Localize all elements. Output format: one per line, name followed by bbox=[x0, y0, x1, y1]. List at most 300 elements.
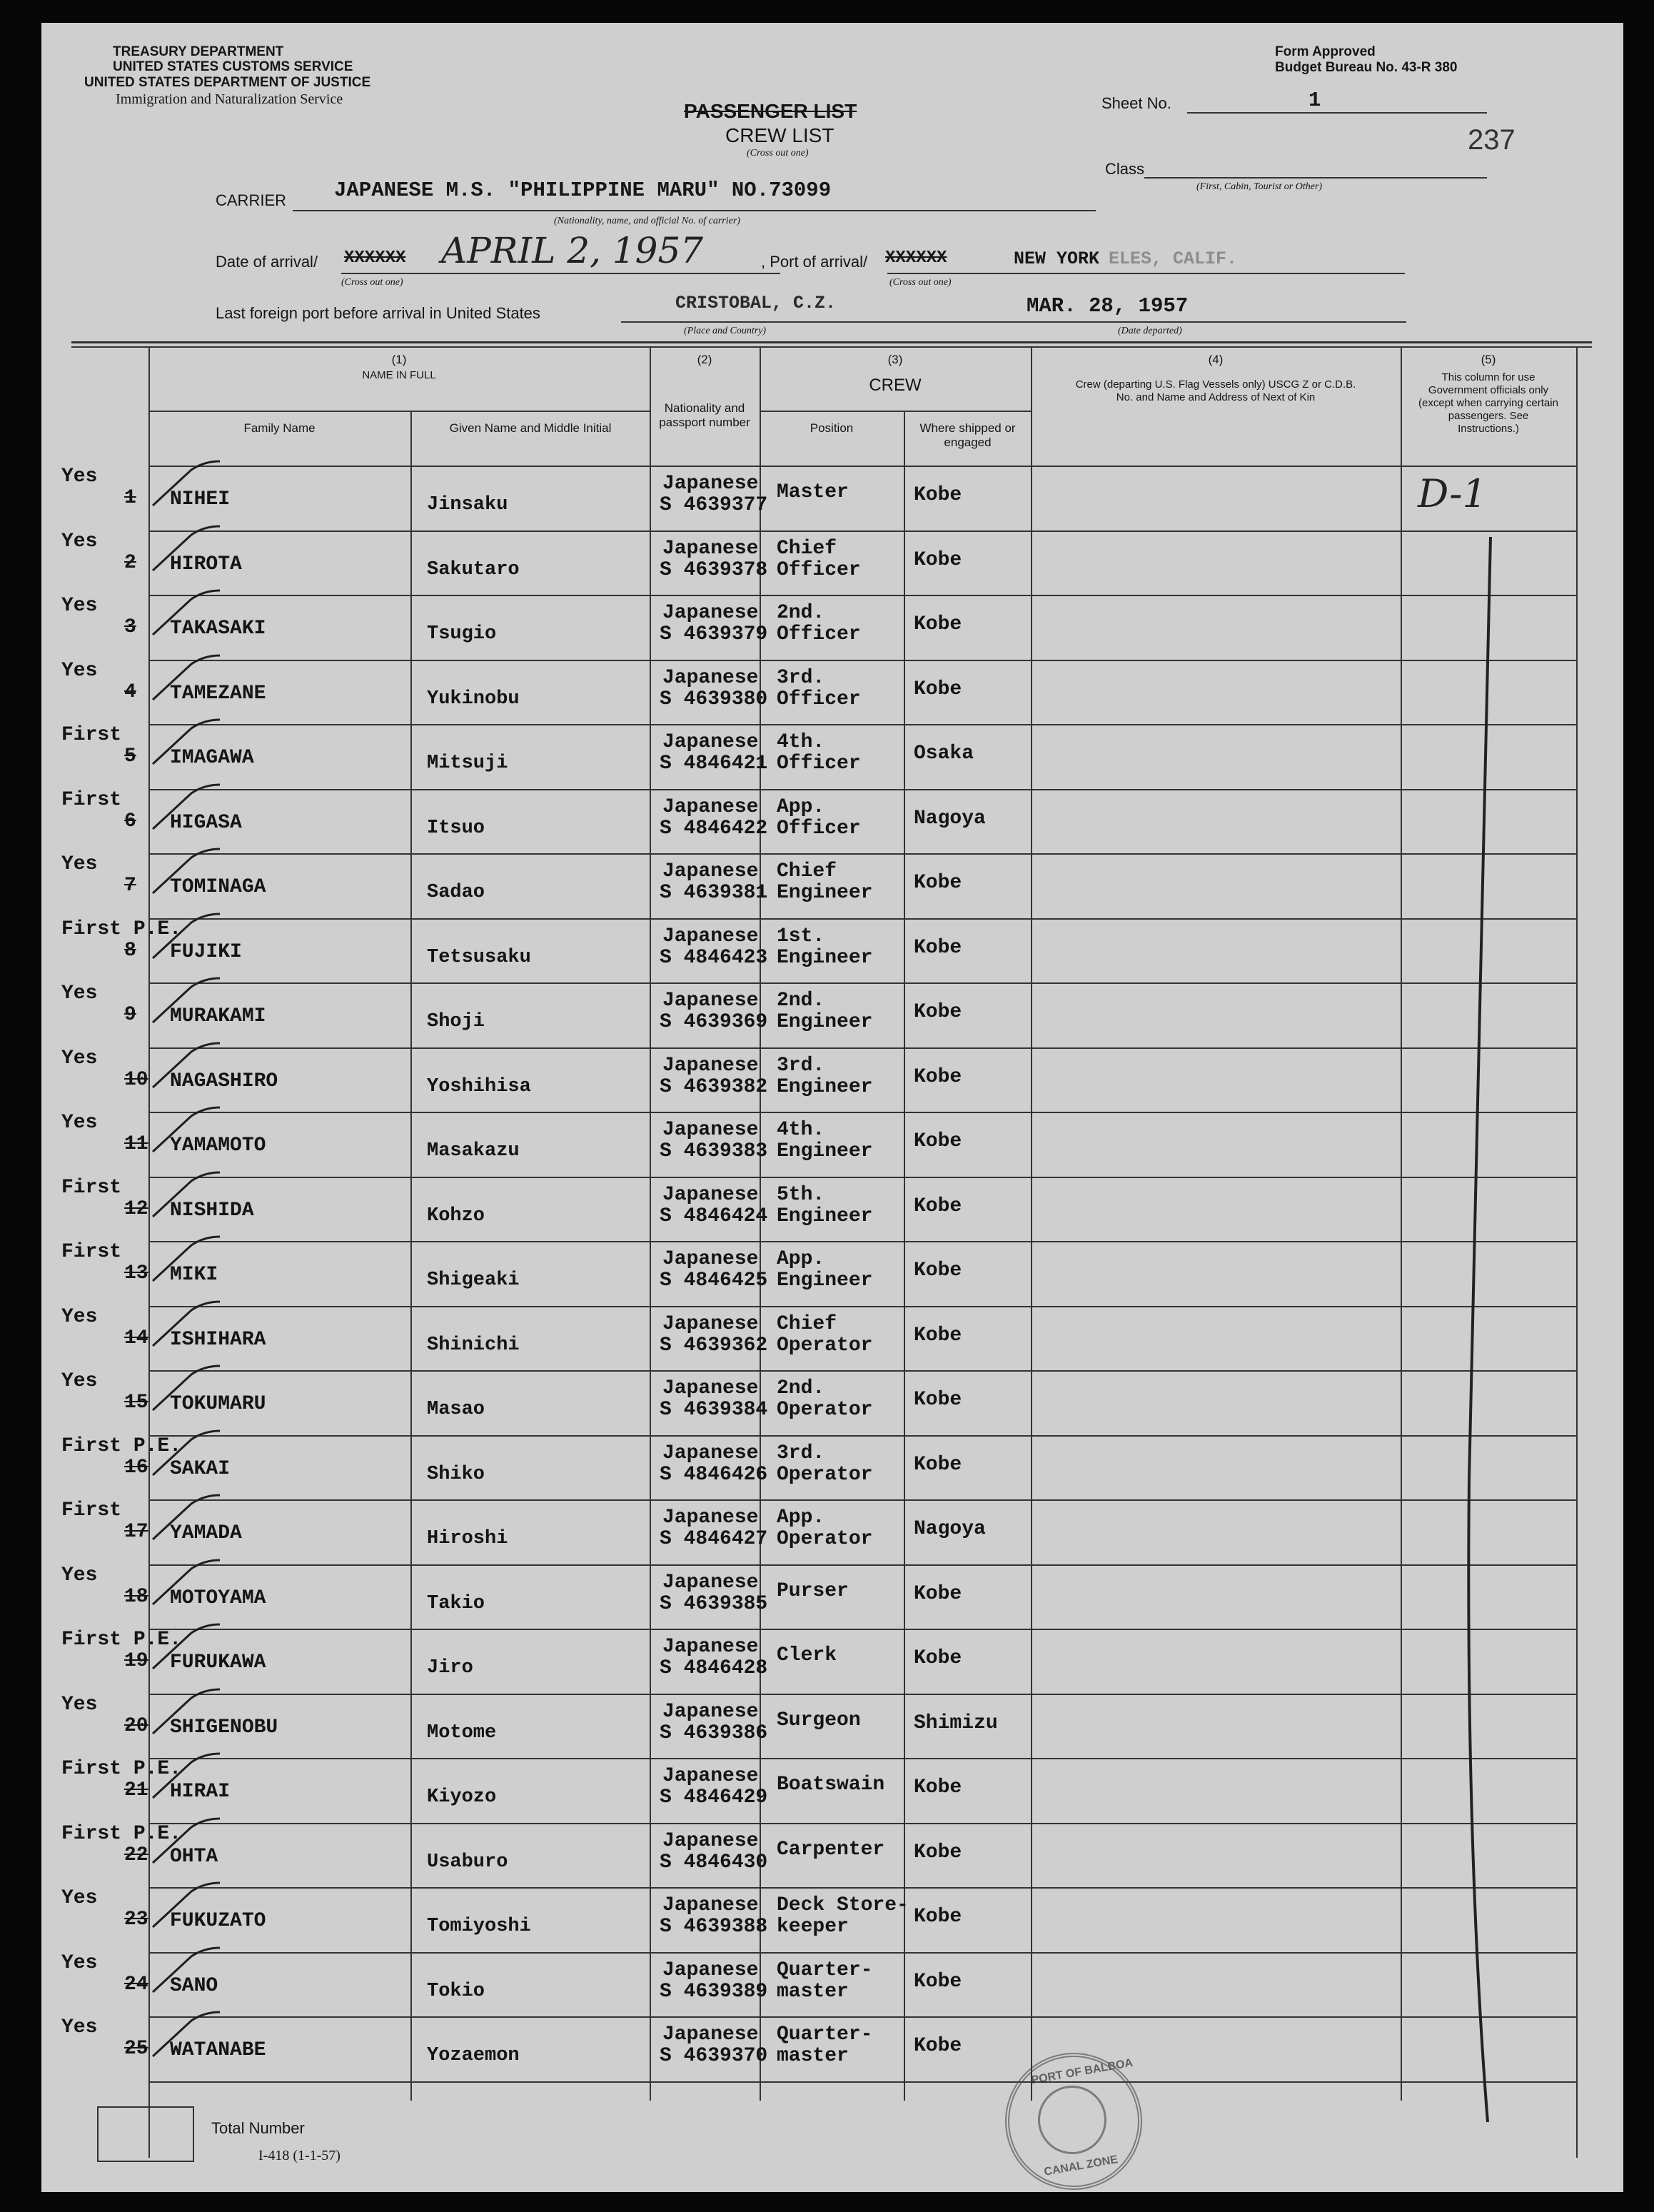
position-line-1: Chief bbox=[777, 1313, 837, 1335]
check-mark-icon bbox=[148, 913, 227, 962]
nationality: Japanese bbox=[662, 1959, 759, 1981]
table-row bbox=[41, 1952, 1623, 2017]
position-line-2: Engineer bbox=[777, 1140, 873, 1162]
crew-status: Yes bbox=[61, 1047, 98, 1070]
departed-value: MAR. 28, 1957 bbox=[1027, 294, 1189, 318]
nationality: Japanese bbox=[662, 860, 759, 883]
row-number: 19 bbox=[124, 1650, 148, 1672]
family-name: IMAGAWA bbox=[170, 747, 254, 769]
given-name: Kiyozo bbox=[427, 1786, 497, 1808]
passport-number: S 4639386 bbox=[660, 1722, 768, 1744]
position-line-1: 2nd. bbox=[777, 990, 825, 1012]
crew-status: Yes bbox=[61, 982, 98, 1005]
family-name: HIGASA bbox=[170, 812, 242, 834]
position: Purser bbox=[777, 1580, 849, 1602]
carrier-label: CARRIER bbox=[216, 191, 287, 209]
passport-number: S 4639362 bbox=[660, 1334, 768, 1357]
passport-number: S 4846425 bbox=[660, 1270, 768, 1292]
position: Boatswain bbox=[777, 1774, 885, 1796]
stamp-bottom-text: CANAL ZONE bbox=[1043, 2153, 1119, 2178]
check-mark-icon bbox=[148, 460, 227, 510]
given-name: Tetsusaku bbox=[427, 947, 531, 968]
position-line-1: 3rd. bbox=[777, 667, 825, 689]
class-hint: (First, Cabin, Tourist or Other) bbox=[1196, 181, 1323, 192]
position-line-2: Operator bbox=[777, 1334, 873, 1357]
nationality: Japanese bbox=[662, 1636, 759, 1658]
row-number: 24 bbox=[124, 1974, 148, 1996]
check-mark-icon bbox=[148, 1817, 227, 1867]
position-line-2: Operator bbox=[777, 1528, 873, 1550]
crew-status: Yes bbox=[61, 660, 98, 682]
nationality: Japanese bbox=[662, 602, 759, 624]
nationality: Japanese bbox=[662, 1248, 759, 1270]
given-name: Kohzo bbox=[427, 1205, 485, 1227]
table-row bbox=[41, 466, 1623, 531]
table-row bbox=[41, 1047, 1623, 1112]
table-row bbox=[41, 1112, 1623, 1177]
stamp-top-text: PORT OF BALBOA bbox=[1030, 2056, 1134, 2087]
table-row bbox=[41, 724, 1623, 789]
col-family-name: Family Name bbox=[243, 421, 316, 435]
check-mark-icon bbox=[148, 525, 227, 575]
row-number: 15 bbox=[124, 1392, 148, 1414]
nationality: Japanese bbox=[662, 1119, 759, 1141]
passport-number: S 4846424 bbox=[660, 1205, 768, 1227]
family-name: HIROTA bbox=[170, 553, 242, 575]
position: Clerk bbox=[777, 1644, 837, 1666]
row-number: 20 bbox=[124, 1715, 148, 1737]
check-mark-icon bbox=[148, 1494, 227, 1544]
where-shipped: Kobe bbox=[914, 937, 962, 959]
given-name: Tsugio bbox=[427, 623, 497, 645]
nationality: Japanese bbox=[662, 1377, 759, 1399]
table-row bbox=[41, 1177, 1623, 1242]
table-row bbox=[41, 531, 1623, 595]
where-shipped: Kobe bbox=[914, 1066, 962, 1088]
row-number: 1 bbox=[124, 487, 136, 509]
given-name: Yukinobu bbox=[427, 688, 520, 710]
crew-status: Yes bbox=[61, 1887, 98, 1909]
nationality: Japanese bbox=[662, 925, 759, 947]
nationality: Japanese bbox=[662, 1184, 759, 1206]
form-approved: Form Approved bbox=[1275, 44, 1376, 59]
crew-status: First P.E. bbox=[61, 1823, 182, 1845]
crew-status: First P.E. bbox=[61, 1629, 182, 1651]
family-name: FUJIKI bbox=[170, 941, 242, 963]
nationality: Japanese bbox=[662, 1894, 759, 1916]
row-number: 8 bbox=[124, 940, 136, 962]
position-line-2: Officer bbox=[777, 559, 861, 581]
nationality: Japanese bbox=[662, 990, 759, 1012]
crew-status: Yes bbox=[61, 466, 98, 488]
position-line-2: Engineer bbox=[777, 1205, 873, 1227]
nationality: Japanese bbox=[662, 1830, 759, 1852]
col1-number: (1) bbox=[391, 353, 407, 366]
given-name: Masakazu bbox=[427, 1140, 520, 1162]
nationality: Japanese bbox=[662, 1055, 759, 1077]
where-shipped: Kobe bbox=[914, 1454, 962, 1476]
family-name: YAMAMOTO bbox=[170, 1135, 266, 1157]
last-port-label: Last foreign port before arrival in United States bbox=[216, 304, 540, 322]
given-name: Sakutaro bbox=[427, 559, 520, 580]
position-line-2: Operator bbox=[777, 1399, 873, 1421]
col4-title: Crew (departing U.S. Flag Vessels only) USCG Z or C.D.B. No. and Name and Address of Next of Kin bbox=[1075, 378, 1356, 403]
sheet-label: Sheet No. bbox=[1101, 94, 1171, 112]
col3-number: (3) bbox=[887, 353, 903, 366]
where-shipped: Kobe bbox=[914, 549, 962, 571]
row-number: 23 bbox=[124, 1909, 148, 1931]
crew-status: First bbox=[61, 1499, 122, 1522]
crew-status: First bbox=[61, 1241, 122, 1263]
crew-status: Yes bbox=[61, 1952, 98, 1974]
col5-title: This column for use Government officials only (except when carrying certain passengers. See Instructions.) bbox=[1418, 371, 1558, 435]
position: Surgeon bbox=[777, 1709, 861, 1731]
passport-number: S 4639378 bbox=[660, 559, 768, 581]
position-line-2: keeper bbox=[777, 1916, 849, 1938]
check-mark-icon bbox=[148, 783, 227, 833]
crew-status: Yes bbox=[61, 1694, 98, 1716]
position-line-1: Deck Store- bbox=[777, 1894, 909, 1916]
passport-number: S 4846422 bbox=[660, 818, 768, 840]
total-number-box bbox=[97, 2106, 194, 2162]
check-mark-icon bbox=[148, 1300, 227, 1350]
family-name: NISHIDA bbox=[170, 1200, 254, 1222]
family-name: SAKAI bbox=[170, 1458, 231, 1480]
position-line-2: master bbox=[777, 1981, 849, 2003]
given-name: Jiro bbox=[427, 1657, 473, 1679]
nationality: Japanese bbox=[662, 1313, 759, 1335]
check-mark-icon bbox=[148, 977, 227, 1027]
nationality: Japanese bbox=[662, 731, 759, 753]
nationality: Japanese bbox=[662, 1572, 759, 1594]
arrival-hint: (Cross out one) bbox=[341, 277, 403, 288]
where-shipped: Kobe bbox=[914, 1906, 962, 1928]
port-faint: ELES, CALIF. bbox=[1109, 248, 1238, 269]
budget-bureau: Budget Bureau No. 43-R 380 bbox=[1275, 60, 1458, 75]
given-name: Itsuo bbox=[427, 818, 485, 839]
crew-status: Yes bbox=[61, 2016, 98, 2038]
position-line-2: Officer bbox=[777, 623, 861, 645]
crew-status: First P.E. bbox=[61, 918, 182, 940]
check-mark-icon bbox=[148, 1042, 227, 1092]
nationality: Japanese bbox=[662, 1442, 759, 1464]
given-name: Motome bbox=[427, 1722, 497, 1744]
position-line-1: 3rd. bbox=[777, 1055, 825, 1077]
position: Master bbox=[777, 481, 849, 503]
departed-hint: (Date departed) bbox=[1118, 326, 1182, 336]
check-mark-icon bbox=[148, 1688, 227, 1738]
passport-number: S 4639388 bbox=[660, 1916, 768, 1938]
check-mark-icon bbox=[148, 2011, 227, 2061]
dept-line-3: UNITED STATES DEPARTMENT OF JUSTICE bbox=[84, 75, 371, 90]
page-number: 237 bbox=[1468, 124, 1516, 156]
given-name: Shinichi bbox=[427, 1334, 520, 1356]
crew-status: First P.E. bbox=[61, 1435, 182, 1457]
nationality: Japanese bbox=[662, 1507, 759, 1529]
table-row bbox=[41, 1370, 1623, 1435]
given-name: Yoshihisa bbox=[427, 1076, 531, 1097]
given-name: Masao bbox=[427, 1399, 485, 1420]
check-mark-icon bbox=[148, 1171, 227, 1221]
table-row bbox=[41, 1564, 1623, 1629]
check-mark-icon bbox=[148, 654, 227, 704]
crew-status: First P.E. bbox=[61, 1758, 182, 1780]
check-mark-icon bbox=[148, 1946, 227, 1996]
dept-line-1: TREASURY DEPARTMENT bbox=[113, 44, 284, 59]
table-row bbox=[41, 1241, 1623, 1306]
passport-number: S 4639370 bbox=[660, 2045, 768, 2067]
dept-line-2: UNITED STATES CUSTOMS SERVICE bbox=[113, 59, 353, 74]
crew-status: First bbox=[61, 724, 122, 746]
table-row bbox=[41, 1823, 1623, 1888]
sheet-number: 1 bbox=[1308, 89, 1321, 112]
crew-status: Yes bbox=[61, 595, 98, 617]
family-name: MURAKAMI bbox=[170, 1005, 266, 1027]
position-line-1: 2nd. bbox=[777, 602, 825, 624]
where-shipped: Kobe bbox=[914, 1647, 962, 1669]
family-name: SHIGENOBU bbox=[170, 1716, 278, 1739]
passport-number: S 4846428 bbox=[660, 1657, 768, 1679]
row-number: 6 bbox=[124, 810, 136, 833]
given-name: Usaburo bbox=[427, 1851, 508, 1873]
port-hint: (Cross out one) bbox=[889, 277, 952, 288]
where-shipped: Kobe bbox=[914, 872, 962, 894]
position-line-1: 2nd. bbox=[777, 1377, 825, 1399]
where-shipped: Kobe bbox=[914, 1841, 962, 1864]
row-number: 14 bbox=[124, 1327, 148, 1349]
crew-list-title: CREW LIST bbox=[725, 124, 834, 146]
table-row bbox=[41, 1435, 1623, 1500]
port-label: , Port of arrival/ bbox=[761, 253, 868, 271]
position-line-2: Officer bbox=[777, 688, 861, 710]
position-line-1: Quarter- bbox=[777, 2024, 873, 2046]
position-line-2: Engineer bbox=[777, 947, 873, 969]
given-name: Yozaemon bbox=[427, 2045, 520, 2066]
table-row bbox=[41, 660, 1623, 725]
table-row bbox=[41, 1887, 1623, 1952]
position-line-2: master bbox=[777, 2045, 849, 2067]
position-line-1: 5th. bbox=[777, 1184, 825, 1206]
dept-line-4: Immigration and Naturalization Service bbox=[116, 91, 343, 107]
nationality: Japanese bbox=[662, 796, 759, 818]
passport-number: S 4846423 bbox=[660, 947, 768, 969]
row-number: 2 bbox=[124, 552, 136, 574]
family-name: WATANABE bbox=[170, 2039, 266, 2061]
position-line-2: Engineer bbox=[777, 1076, 873, 1098]
column5-annotation: D-1 bbox=[1418, 471, 1487, 516]
passport-number: S 4846426 bbox=[660, 1464, 768, 1486]
row-number: 7 bbox=[124, 875, 136, 897]
position-line-2: Engineer bbox=[777, 882, 873, 904]
where-shipped: Kobe bbox=[914, 1776, 962, 1799]
check-mark-icon bbox=[148, 1106, 227, 1156]
port-value: NEW YORK bbox=[1014, 248, 1100, 269]
family-name: MOTOYAMA bbox=[170, 1587, 266, 1609]
family-name: ISHIHARA bbox=[170, 1329, 266, 1351]
given-name: Jinsaku bbox=[427, 494, 508, 516]
nationality: Japanese bbox=[662, 1765, 759, 1787]
crew-status: First bbox=[61, 789, 122, 811]
given-name: Shoji bbox=[427, 1011, 485, 1032]
crew-status: Yes bbox=[61, 531, 98, 553]
position-line-1: Chief bbox=[777, 538, 837, 560]
passport-number: S 4639385 bbox=[660, 1593, 768, 1615]
row-number: 16 bbox=[124, 1457, 148, 1479]
check-mark-icon bbox=[148, 1235, 227, 1285]
position-line-1: 4th. bbox=[777, 731, 825, 753]
nationality: Japanese bbox=[662, 538, 759, 560]
crew-status: First bbox=[61, 1177, 122, 1199]
passport-number: S 4846427 bbox=[660, 1528, 768, 1550]
class-label: Class bbox=[1105, 160, 1145, 178]
table-row bbox=[41, 789, 1623, 854]
given-name: Hiroshi bbox=[427, 1528, 508, 1549]
crew-status: Yes bbox=[61, 1370, 98, 1392]
where-shipped: Kobe bbox=[914, 484, 962, 506]
position-line-1: 3rd. bbox=[777, 1442, 825, 1464]
nationality: Japanese bbox=[662, 473, 759, 495]
family-name: HIRAI bbox=[170, 1781, 231, 1803]
check-mark-icon bbox=[148, 848, 227, 898]
passport-number: S 4639384 bbox=[660, 1399, 768, 1421]
row-number: 22 bbox=[124, 1844, 148, 1866]
given-name: Takio bbox=[427, 1593, 485, 1614]
col2-number: (2) bbox=[697, 353, 712, 366]
where-shipped: Kobe bbox=[914, 1260, 962, 1282]
check-mark-icon bbox=[148, 1559, 227, 1609]
check-mark-icon bbox=[148, 1752, 227, 1802]
where-shipped: Kobe bbox=[914, 1001, 962, 1023]
where-shipped: Nagoya bbox=[914, 1518, 986, 1540]
row-number: 18 bbox=[124, 1586, 148, 1608]
row-number: 9 bbox=[124, 1004, 136, 1026]
carrier-hint: (Nationality, name, and official No. of carrier) bbox=[554, 216, 740, 226]
given-name: Shiko bbox=[427, 1464, 485, 1485]
table-row bbox=[41, 1629, 1623, 1694]
passport-number: S 4639389 bbox=[660, 1981, 768, 2003]
where-shipped: Nagoya bbox=[914, 808, 986, 830]
table-row bbox=[41, 982, 1623, 1047]
where-shipped: Kobe bbox=[914, 1324, 962, 1347]
check-mark-icon bbox=[148, 589, 227, 639]
check-mark-icon bbox=[148, 1364, 227, 1414]
col-nationality: Nationality and passport number bbox=[659, 401, 750, 429]
last-port-hint: (Place and Country) bbox=[684, 326, 767, 336]
family-name: TAKASAKI bbox=[170, 618, 266, 640]
arrival-label: Date of arrival/ bbox=[216, 253, 318, 271]
crew-status: Yes bbox=[61, 1112, 98, 1134]
given-name: Tokio bbox=[427, 1981, 485, 2002]
passport-number: S 4639377 bbox=[660, 494, 768, 516]
family-name: YAMADA bbox=[170, 1522, 242, 1544]
given-name: Shigeaki bbox=[427, 1270, 520, 1291]
cross-out-hint: (Cross out one) bbox=[747, 148, 809, 159]
table-row bbox=[41, 1758, 1623, 1823]
crew-status: Yes bbox=[61, 853, 98, 875]
check-mark-icon bbox=[148, 1881, 227, 1931]
row-divider bbox=[148, 2081, 1576, 2083]
where-shipped: Kobe bbox=[914, 1583, 962, 1605]
family-name: OHTA bbox=[170, 1846, 218, 1868]
passport-number: S 4639382 bbox=[660, 1076, 768, 1098]
arrival-date: APRIL 2, 1957 bbox=[441, 230, 704, 271]
nationality: Japanese bbox=[662, 2024, 759, 2046]
passport-number: S 4846421 bbox=[660, 753, 768, 775]
col5-number: (5) bbox=[1481, 353, 1496, 366]
family-name: FUKUZATO bbox=[170, 1910, 266, 1932]
row-number: 10 bbox=[124, 1069, 148, 1091]
total-number-label: Total Number bbox=[211, 2119, 305, 2137]
form-number: I-418 (1-1-57) bbox=[258, 2148, 341, 2163]
family-name: FURUKAWA bbox=[170, 1652, 266, 1674]
check-mark-icon bbox=[148, 1623, 227, 1673]
arrival-crossed: XXXXXX bbox=[344, 248, 406, 268]
table-row bbox=[41, 1499, 1623, 1564]
col-where-shipped: Where shipped or engaged bbox=[919, 421, 1016, 449]
row-number: 17 bbox=[124, 1521, 148, 1543]
table-row bbox=[41, 1694, 1623, 1759]
position-line-2: Engineer bbox=[777, 1270, 873, 1292]
crew-status: Yes bbox=[61, 1306, 98, 1328]
passport-number: S 4639381 bbox=[660, 882, 768, 904]
where-shipped: Kobe bbox=[914, 1195, 962, 1217]
row-number: 3 bbox=[124, 616, 136, 638]
table-row bbox=[41, 1306, 1623, 1371]
check-mark-icon bbox=[148, 718, 227, 768]
where-shipped: Osaka bbox=[914, 743, 974, 765]
table-row bbox=[41, 918, 1623, 983]
given-name: Tomiyoshi bbox=[427, 1916, 531, 1937]
family-name: TOMINAGA bbox=[170, 876, 266, 898]
check-mark-icon bbox=[148, 1429, 227, 1479]
nationality: Japanese bbox=[662, 1701, 759, 1723]
row-number: 4 bbox=[124, 681, 136, 703]
given-name: Sadao bbox=[427, 882, 485, 903]
port-crossed: XXXXXX bbox=[885, 248, 947, 268]
position-line-1: 4th. bbox=[777, 1119, 825, 1141]
where-shipped: Kobe bbox=[914, 613, 962, 635]
crew-status: Yes bbox=[61, 1564, 98, 1587]
family-name: SANO bbox=[170, 1975, 218, 1997]
position-line-1: App. bbox=[777, 796, 825, 818]
position-line-2: Operator bbox=[777, 1464, 873, 1486]
where-shipped: Kobe bbox=[914, 678, 962, 700]
given-name: Mitsuji bbox=[427, 753, 508, 774]
col1-title: NAME IN FULL bbox=[362, 369, 436, 381]
position-line-1: App. bbox=[777, 1248, 825, 1270]
passport-number: S 4639379 bbox=[660, 623, 768, 645]
where-shipped: Kobe bbox=[914, 1971, 962, 1993]
col-crew: CREW bbox=[869, 376, 922, 395]
row-number: 21 bbox=[124, 1779, 148, 1801]
passport-number: S 4846429 bbox=[660, 1786, 768, 1809]
row-number: 13 bbox=[124, 1262, 148, 1285]
passport-number: S 4846430 bbox=[660, 1851, 768, 1874]
position-line-1: Quarter- bbox=[777, 1959, 873, 1981]
position-line-2: Officer bbox=[777, 753, 861, 775]
position-line-2: Officer bbox=[777, 818, 861, 840]
passenger-list-crossed: PASSENGER LIST bbox=[684, 100, 857, 122]
family-name: NIHEI bbox=[170, 488, 231, 511]
table-row bbox=[41, 853, 1623, 918]
position-line-1: 1st. bbox=[777, 925, 825, 947]
position-line-1: App. bbox=[777, 1507, 825, 1529]
position-line-1: Chief bbox=[777, 860, 837, 883]
table-row bbox=[41, 595, 1623, 660]
passport-number: S 4639380 bbox=[660, 688, 768, 710]
row-number: 11 bbox=[124, 1133, 148, 1155]
position: Carpenter bbox=[777, 1839, 885, 1861]
